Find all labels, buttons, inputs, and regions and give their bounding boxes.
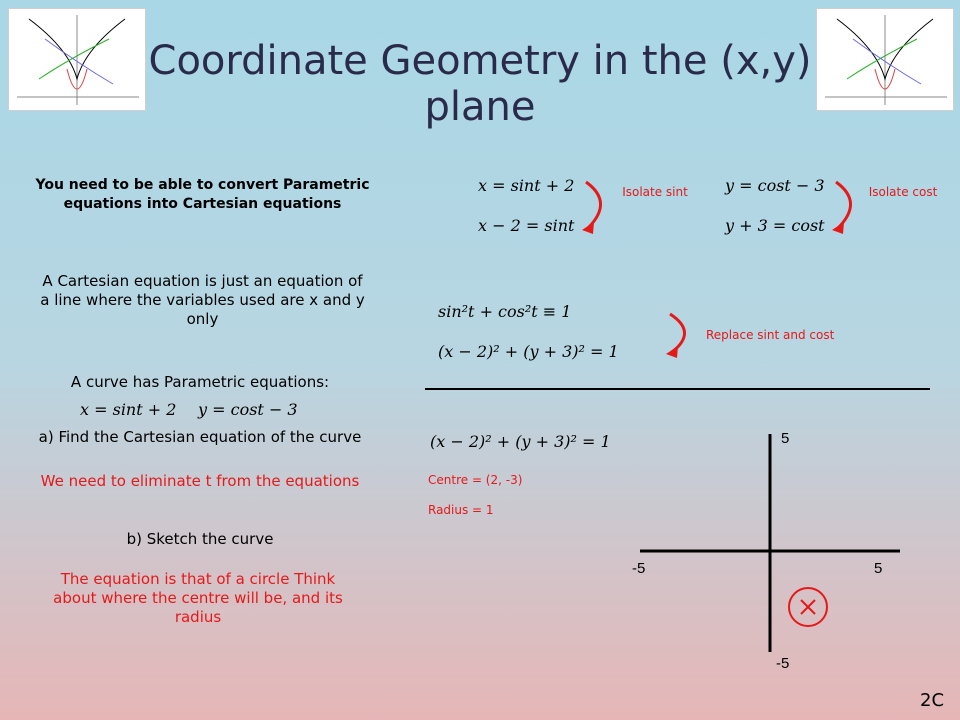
circle-sketch bbox=[620, 430, 920, 680]
cartesian-definition: A Cartesian equation is just an equation of a line where the variables used are x and y only bbox=[40, 272, 365, 328]
curve-intro: A curve has Parametric equations: bbox=[70, 373, 330, 391]
substituted-equation: (x − 2)² + (y + 3)² = 1 bbox=[438, 342, 619, 361]
parametric-graph-icon bbox=[817, 9, 953, 110]
parametric-graph-icon bbox=[9, 9, 145, 110]
step-x1: x = sint + 2 bbox=[478, 176, 575, 195]
radius-label: Radius = 1 bbox=[428, 503, 494, 517]
part-a-question: a) Find the Cartesian equation of the curve bbox=[38, 428, 362, 446]
cartesian-equation: (x − 2)² + (y + 3)² = 1 bbox=[430, 432, 611, 451]
isolate-cost-label: Isolate cost bbox=[868, 185, 938, 199]
curved-arrow-icon bbox=[830, 176, 870, 238]
isolate-sint-label: Isolate sint bbox=[622, 185, 688, 199]
graph-thumbnail-right bbox=[816, 8, 954, 111]
y-min-label: -5 bbox=[776, 655, 790, 672]
centre-label: Centre = (2, -3) bbox=[428, 473, 523, 487]
graph-thumbnail-left bbox=[8, 8, 146, 111]
curved-arrow-icon bbox=[580, 176, 620, 238]
x-min-label: -5 bbox=[632, 560, 646, 577]
step-x2: x − 2 = sint bbox=[478, 216, 575, 235]
step-y2: y + 3 = cost bbox=[725, 216, 825, 235]
replace-label: Replace sint and cost bbox=[706, 328, 835, 342]
param-eq-y: y = cost − 3 bbox=[198, 400, 298, 419]
slide-id: 2C bbox=[920, 690, 945, 711]
page-title: Coordinate Geometry in the (x,y) plane bbox=[148, 38, 812, 130]
part-b-question: b) Sketch the curve bbox=[126, 530, 274, 548]
intro-text: You need to be able to convert Parametric equations into Cartesian equations bbox=[35, 177, 370, 212]
divider bbox=[425, 388, 930, 390]
identity-equation: sin²t + cos²t ≡ 1 bbox=[438, 302, 572, 321]
y-max-label: 5 bbox=[781, 430, 790, 447]
part-b-answer: The equation is that of a circle Think about where the centre will be, and its radius bbox=[53, 570, 343, 626]
param-eq-x: x = sint + 2 bbox=[80, 400, 177, 419]
step-y1: y = cost − 3 bbox=[725, 176, 825, 195]
part-a-answer: We need to eliminate t from the equations bbox=[40, 472, 360, 490]
curved-arrow-icon bbox=[664, 310, 704, 360]
x-max-label: 5 bbox=[874, 560, 883, 577]
